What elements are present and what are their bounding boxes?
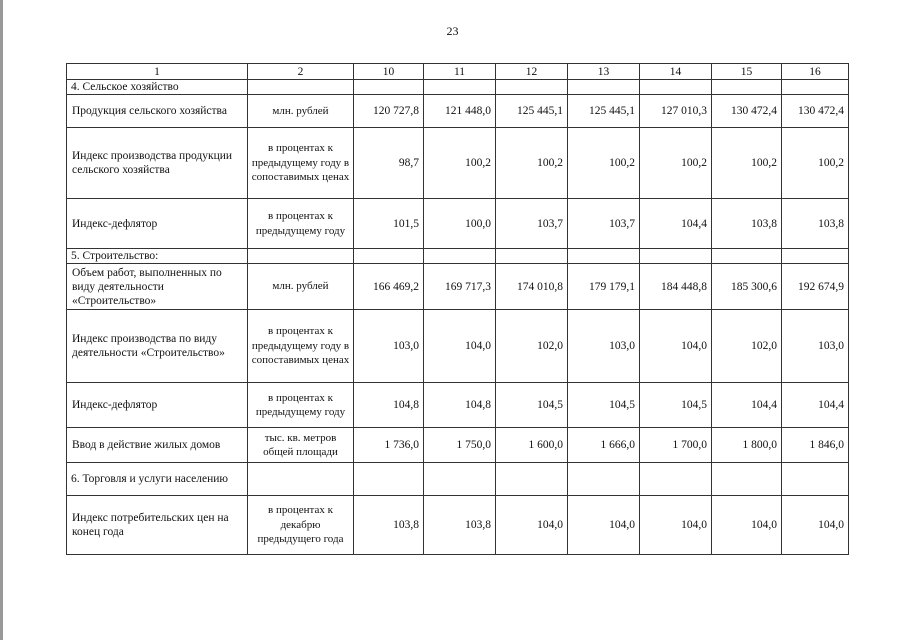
value-cell bbox=[782, 463, 849, 496]
value-cell: 125 445,1 bbox=[568, 95, 640, 128]
value-cell bbox=[640, 249, 712, 264]
value-cell: 184 448,8 bbox=[640, 264, 712, 310]
value-cell: 130 472,4 bbox=[712, 95, 782, 128]
value-cell: 103,0 bbox=[782, 310, 849, 383]
value-cell: 101,5 bbox=[354, 199, 424, 249]
value-cell: 1 700,0 bbox=[640, 428, 712, 463]
indicator-name: Продукция сельского хозяйства bbox=[67, 95, 248, 128]
unit-cell: в процентах к предыдущему году bbox=[248, 383, 354, 428]
value-cell bbox=[424, 80, 496, 95]
header-cell: 10 bbox=[354, 64, 424, 80]
value-cell bbox=[424, 249, 496, 264]
table-row bbox=[67, 428, 849, 463]
value-cell: 179 179,1 bbox=[568, 264, 640, 310]
indicator-name: Индекс потребительских цен на конец года bbox=[67, 496, 248, 555]
value-cell: 103,0 bbox=[568, 310, 640, 383]
unit-cell: в процентах к предыдущему году в сопоставимых ценах bbox=[248, 128, 354, 199]
value-cell: 120 727,8 bbox=[354, 95, 424, 128]
value-cell bbox=[496, 249, 568, 264]
value-cell: 103,8 bbox=[782, 199, 849, 249]
unit-cell: в процентах к предыдущему году в сопоставимых ценах bbox=[248, 310, 354, 383]
value-cell bbox=[712, 249, 782, 264]
value-cell: 103,8 bbox=[712, 199, 782, 249]
section-title: 6. Торговля и услуги населению bbox=[67, 463, 248, 496]
value-cell: 185 300,6 bbox=[712, 264, 782, 310]
unit-cell: в процентах к предыдущему году bbox=[248, 199, 354, 249]
unit-cell bbox=[248, 249, 354, 264]
value-cell: 104,0 bbox=[640, 310, 712, 383]
section-row bbox=[67, 463, 849, 496]
value-cell: 104,0 bbox=[568, 496, 640, 555]
value-cell: 102,0 bbox=[496, 310, 568, 383]
value-cell: 104,8 bbox=[424, 383, 496, 428]
table-row bbox=[67, 383, 849, 428]
value-cell bbox=[354, 463, 424, 496]
value-cell: 125 445,1 bbox=[496, 95, 568, 128]
value-cell: 100,2 bbox=[640, 128, 712, 199]
table-row bbox=[67, 128, 849, 199]
section-row bbox=[67, 80, 849, 95]
indicator-name: Индекс-дефлятор bbox=[67, 383, 248, 428]
unit-cell: млн. рублей bbox=[248, 95, 354, 128]
value-cell: 1 736,0 bbox=[354, 428, 424, 463]
page-number: 23 bbox=[446, 24, 459, 38]
value-cell: 103,7 bbox=[496, 199, 568, 249]
value-cell bbox=[712, 80, 782, 95]
value-cell bbox=[354, 249, 424, 264]
value-cell bbox=[424, 463, 496, 496]
value-cell: 104,5 bbox=[568, 383, 640, 428]
value-cell: 100,2 bbox=[712, 128, 782, 199]
section-title: 4. Сельское хозяйство bbox=[67, 80, 248, 95]
header-row bbox=[67, 64, 849, 80]
indicator-name: Ввод в действие жилых домов bbox=[67, 428, 248, 463]
table-row bbox=[67, 310, 849, 383]
scan-left-edge bbox=[0, 0, 3, 640]
value-cell bbox=[640, 463, 712, 496]
value-cell: 104,4 bbox=[782, 383, 849, 428]
table-body bbox=[67, 80, 849, 555]
value-cell bbox=[782, 249, 849, 264]
value-cell bbox=[782, 80, 849, 95]
value-cell: 100,2 bbox=[568, 128, 640, 199]
value-cell: 103,8 bbox=[354, 496, 424, 555]
value-cell: 104,0 bbox=[496, 496, 568, 555]
value-cell: 104,5 bbox=[496, 383, 568, 428]
value-cell: 127 010,3 bbox=[640, 95, 712, 128]
value-cell: 104,4 bbox=[640, 199, 712, 249]
value-cell: 166 469,2 bbox=[354, 264, 424, 310]
value-cell: 104,4 bbox=[712, 383, 782, 428]
unit-cell bbox=[248, 463, 354, 496]
header-cell: 1 bbox=[67, 64, 248, 80]
value-cell: 104,0 bbox=[640, 496, 712, 555]
forecast-table bbox=[66, 63, 849, 555]
value-cell bbox=[568, 80, 640, 95]
value-cell: 1 846,0 bbox=[782, 428, 849, 463]
value-cell: 104,0 bbox=[424, 310, 496, 383]
value-cell: 1 600,0 bbox=[496, 428, 568, 463]
indicator-name: Объем работ, выполненных по виду деятельности «Строительство» bbox=[67, 264, 248, 310]
value-cell bbox=[640, 80, 712, 95]
value-cell: 121 448,0 bbox=[424, 95, 496, 128]
header-cell: 11 bbox=[424, 64, 496, 80]
value-cell bbox=[496, 463, 568, 496]
value-cell: 104,8 bbox=[354, 383, 424, 428]
value-cell: 130 472,4 bbox=[782, 95, 849, 128]
unit-cell: млн. рублей bbox=[248, 264, 354, 310]
value-cell: 1 750,0 bbox=[424, 428, 496, 463]
value-cell: 1 666,0 bbox=[568, 428, 640, 463]
unit-cell: тыс. кв. метров общей площади bbox=[248, 428, 354, 463]
table-row bbox=[67, 95, 849, 128]
unit-cell: в процентах к декабрю предыдущего года bbox=[248, 496, 354, 555]
value-cell: 102,0 bbox=[712, 310, 782, 383]
section-title: 5. Строительство: bbox=[67, 249, 248, 264]
section-row bbox=[67, 249, 849, 264]
header-cell: 16 bbox=[782, 64, 849, 80]
value-cell: 98,7 bbox=[354, 128, 424, 199]
value-cell: 100,0 bbox=[424, 199, 496, 249]
value-cell: 104,0 bbox=[782, 496, 849, 555]
header-cell: 13 bbox=[568, 64, 640, 80]
value-cell: 103,0 bbox=[354, 310, 424, 383]
value-cell bbox=[712, 463, 782, 496]
value-cell: 104,0 bbox=[712, 496, 782, 555]
table-row bbox=[67, 264, 849, 310]
value-cell bbox=[354, 80, 424, 95]
indicator-name: Индекс производства по виду деятельности «Строительство» bbox=[67, 310, 248, 383]
value-cell: 192 674,9 bbox=[782, 264, 849, 310]
value-cell bbox=[496, 80, 568, 95]
header-cell: 14 bbox=[640, 64, 712, 80]
forecast-table-wrapper bbox=[66, 63, 848, 555]
indicator-name: Индекс-дефлятор bbox=[67, 199, 248, 249]
value-cell bbox=[568, 463, 640, 496]
header-cell: 2 bbox=[248, 64, 354, 80]
indicator-name: Индекс производства продукции сельского хозяйства bbox=[67, 128, 248, 199]
header-cell: 12 bbox=[496, 64, 568, 80]
unit-cell bbox=[248, 80, 354, 95]
value-cell: 104,5 bbox=[640, 383, 712, 428]
value-cell: 100,2 bbox=[424, 128, 496, 199]
header-cell: 15 bbox=[712, 64, 782, 80]
value-cell: 100,2 bbox=[782, 128, 849, 199]
value-cell: 1 800,0 bbox=[712, 428, 782, 463]
table-row bbox=[67, 199, 849, 249]
value-cell: 174 010,8 bbox=[496, 264, 568, 310]
value-cell: 103,7 bbox=[568, 199, 640, 249]
value-cell bbox=[568, 249, 640, 264]
value-cell: 103,8 bbox=[424, 496, 496, 555]
value-cell: 100,2 bbox=[496, 128, 568, 199]
value-cell: 169 717,3 bbox=[424, 264, 496, 310]
table-row bbox=[67, 496, 849, 555]
